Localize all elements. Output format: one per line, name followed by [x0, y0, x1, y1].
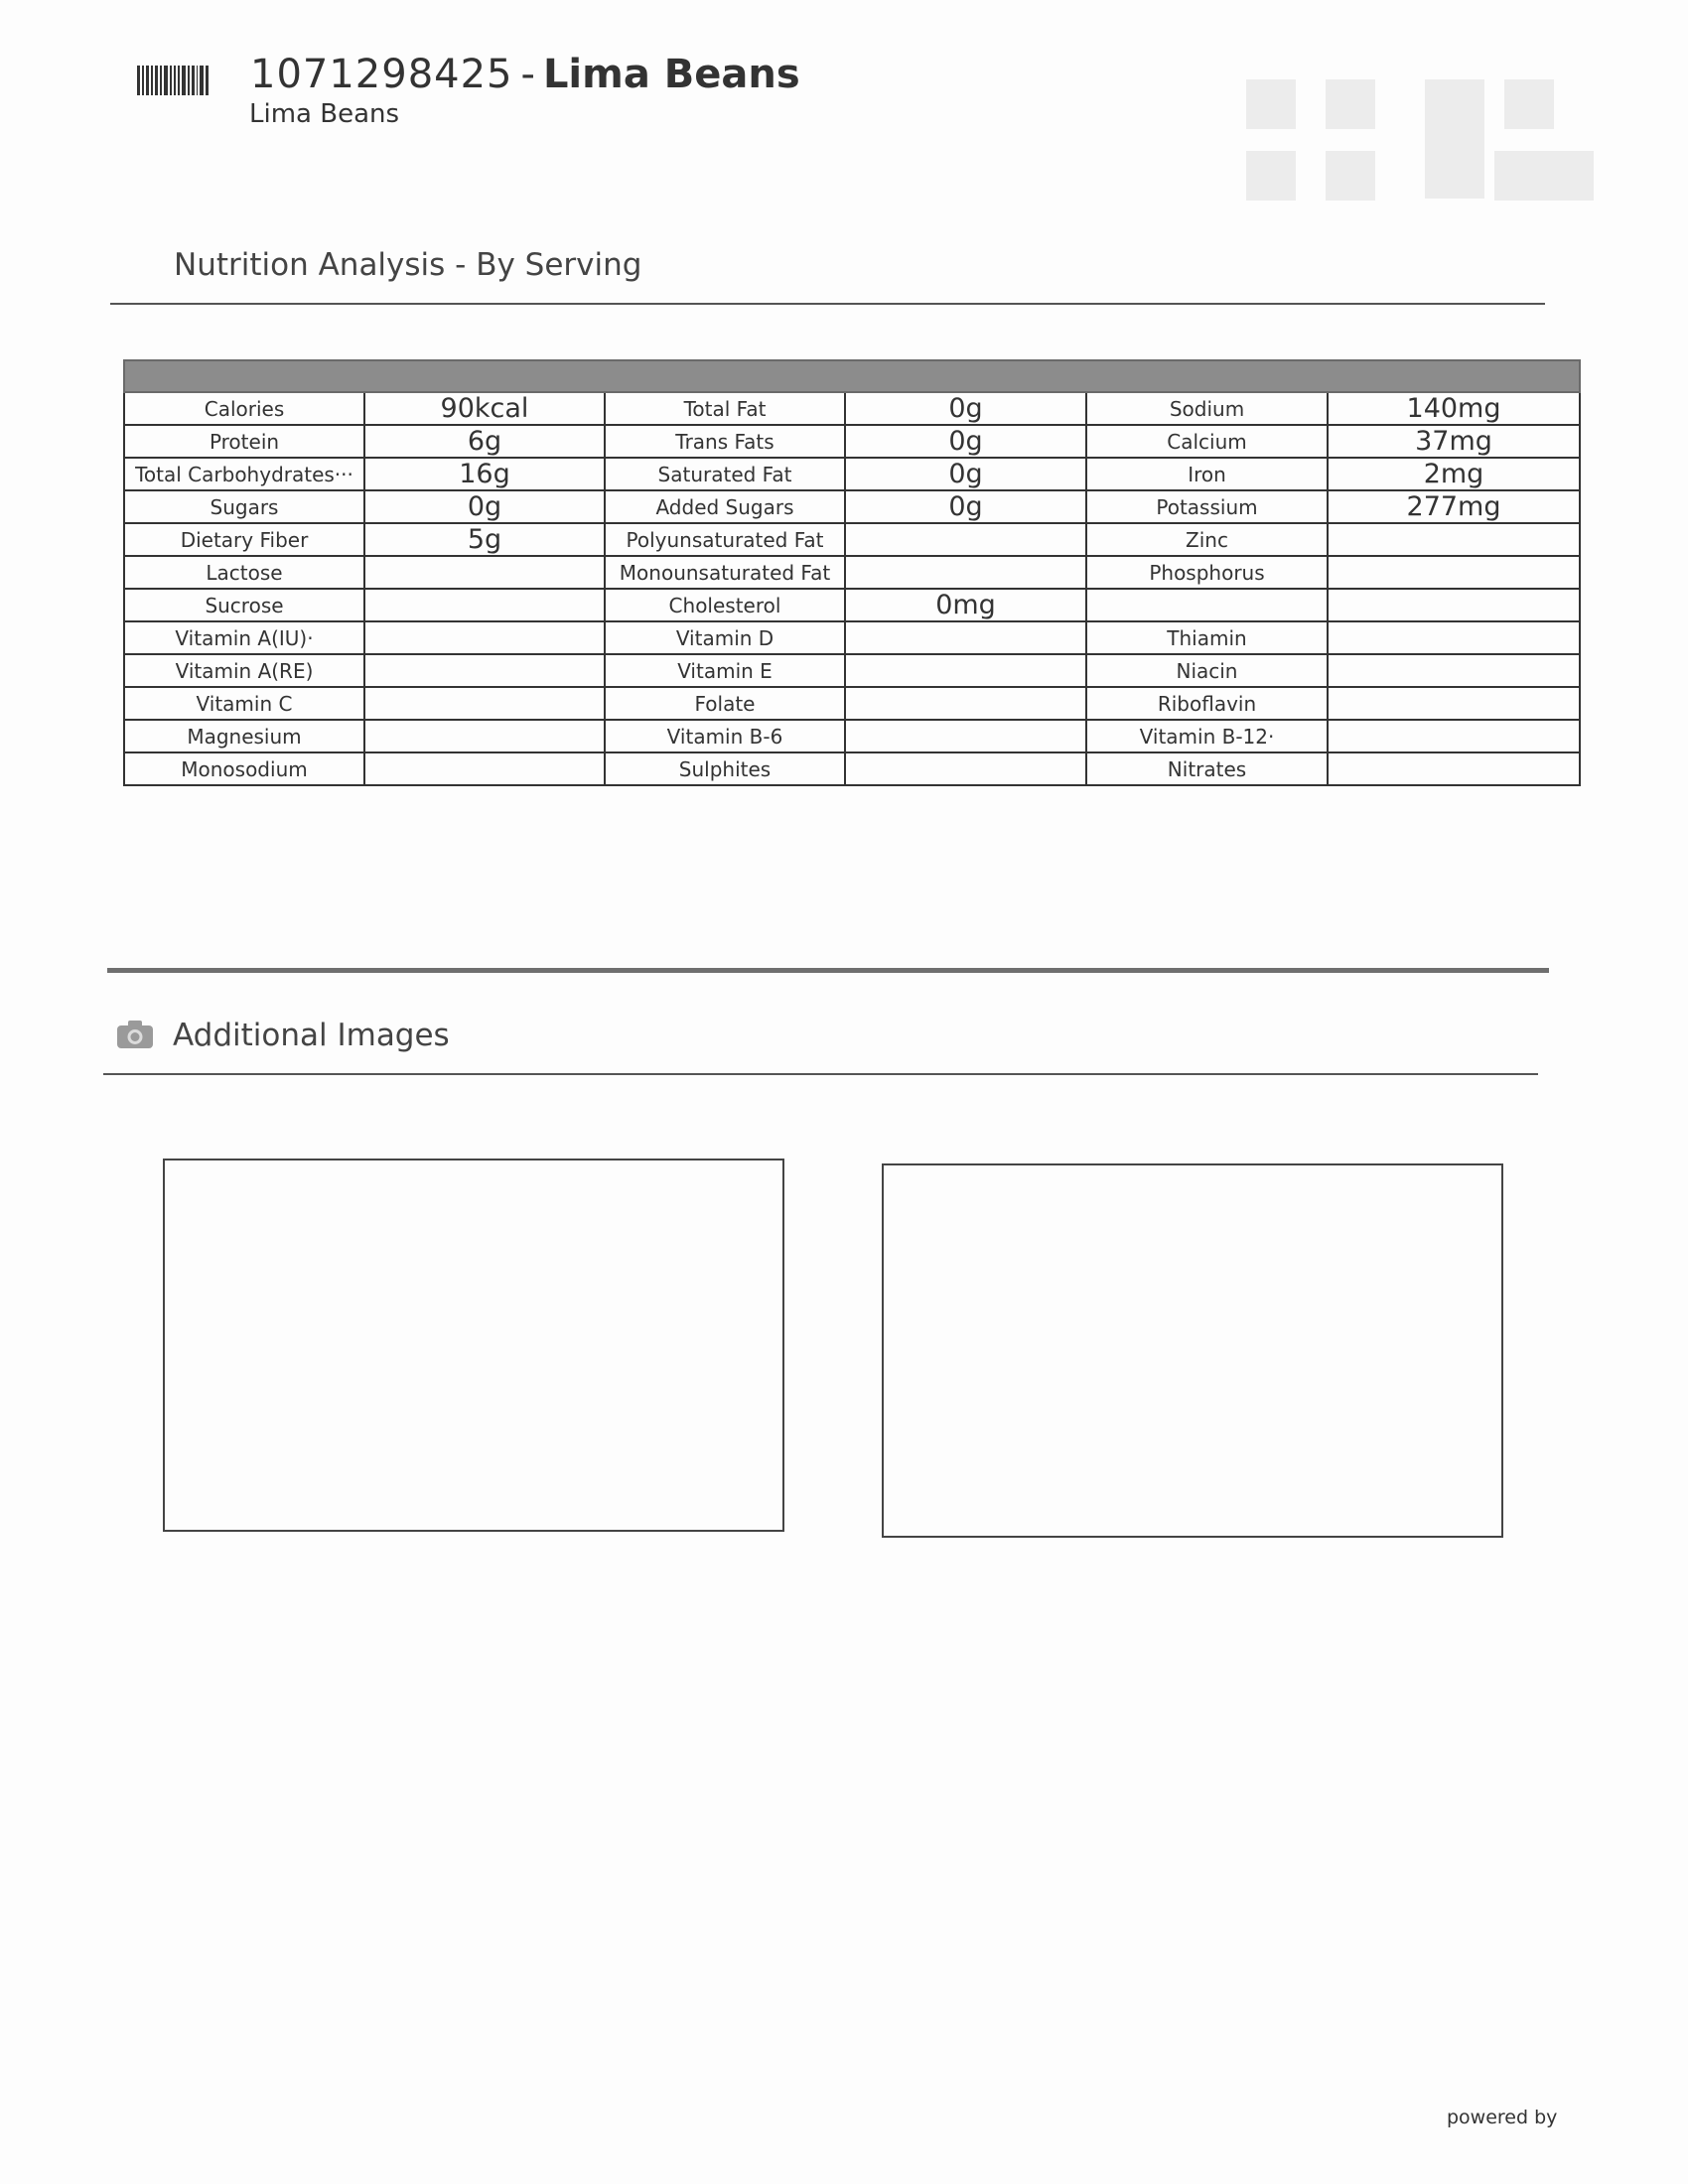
nutrient-label: Vitamin C [124, 687, 364, 720]
camera-icon [116, 1020, 154, 1049]
nutrient-value [1328, 687, 1580, 720]
nutrient-label: Potassium [1086, 490, 1328, 523]
nutrient-label: Protein [124, 425, 364, 458]
nutrient-value [364, 752, 605, 785]
table-row [124, 425, 1580, 458]
nutrient-value [364, 654, 605, 687]
table-row [124, 458, 1580, 490]
powered-by-label: powered by [1447, 2107, 1558, 2128]
nutrient-label: Magnesium [124, 720, 364, 752]
table-row [124, 556, 1580, 589]
table-row [124, 752, 1580, 785]
nutrient-label: Added Sugars [605, 490, 845, 523]
nutrient-value [364, 687, 605, 720]
nutrient-value: 6g [364, 425, 605, 458]
table-row [124, 654, 1580, 687]
images-section-title: Additional Images [173, 1018, 450, 1053]
nutrient-label: Sulphites [605, 752, 845, 785]
table-header-bar [124, 360, 1580, 392]
nutrient-label: Calories [124, 392, 364, 425]
nutrition-section-title: Nutrition Analysis - By Serving [174, 247, 642, 283]
nutrient-label: Calcium [1086, 425, 1328, 458]
nutrient-value [845, 523, 1086, 556]
nutrient-value [845, 687, 1086, 720]
nutrient-value: 0mg [845, 589, 1086, 621]
faded-qr-watermark [1246, 79, 1643, 208]
nutrient-label: Sodium [1086, 392, 1328, 425]
nutrient-value [845, 752, 1086, 785]
nutrient-label: Trans Fats [605, 425, 845, 458]
nutrient-value: 0g [364, 490, 605, 523]
nutrient-label: Vitamin E [605, 654, 845, 687]
image-placeholder-right [882, 1163, 1503, 1538]
nutrient-label: Monosodium [124, 752, 364, 785]
nutrient-value: 16g [364, 458, 605, 490]
nutrient-label: Total Fat [605, 392, 845, 425]
nutrient-label: Cholesterol [605, 589, 845, 621]
product-name: Lima Beans [542, 52, 800, 97]
nutrient-value: 0g [845, 490, 1086, 523]
nutrient-label: Riboflavin [1086, 687, 1328, 720]
nutrient-label: Iron [1086, 458, 1328, 490]
table-row [124, 720, 1580, 752]
barcode-icon [137, 66, 211, 95]
nutrient-label: Saturated Fat [605, 458, 845, 490]
nutrient-label: Vitamin A(IU)· [124, 621, 364, 654]
nutrient-value: 0g [845, 392, 1086, 425]
nutrient-label: Sugars [124, 490, 364, 523]
nutrient-label: Folate [605, 687, 845, 720]
nutrient-value [1328, 556, 1580, 589]
table-row [124, 589, 1580, 621]
nutrient-label: Polyunsaturated Fat [605, 523, 845, 556]
nutrition-table [123, 359, 1581, 786]
nutrient-value [1328, 621, 1580, 654]
nutrient-value: 90kcal [364, 392, 605, 425]
nutrient-value [845, 720, 1086, 752]
image-placeholder-left [163, 1159, 784, 1532]
nutrient-label: Vitamin D [605, 621, 845, 654]
nutrient-label: Lactose [124, 556, 364, 589]
nutrient-value [845, 621, 1086, 654]
nutrient-value: 37mg [1328, 425, 1580, 458]
table-row [124, 490, 1580, 523]
nutrient-label: Phosphorus [1086, 556, 1328, 589]
nutrient-value [364, 589, 605, 621]
nutrient-label: Dietary Fiber [124, 523, 364, 556]
nutrient-label: Monounsaturated Fat [605, 556, 845, 589]
nutrient-value [1328, 654, 1580, 687]
product-subtitle: Lima Beans [249, 99, 400, 129]
nutrient-value: 2mg [1328, 458, 1580, 490]
table-row [124, 392, 1580, 425]
nutrient-label: Total Carbohydrates··· [124, 458, 364, 490]
nutrient-label: Vitamin A(RE) [124, 654, 364, 687]
nutrient-value: 5g [364, 523, 605, 556]
images-title-rule [103, 1073, 1538, 1075]
nutrient-label: Vitamin B-12· [1086, 720, 1328, 752]
nutrition-title-rule [110, 303, 1545, 305]
nutrient-value [845, 654, 1086, 687]
nutrient-label: Nitrates [1086, 752, 1328, 785]
product-title [250, 52, 800, 97]
product-code: 1071298425 [250, 52, 513, 97]
nutrient-label [1086, 589, 1328, 621]
nutrient-value: 0g [845, 458, 1086, 490]
table-row [124, 621, 1580, 654]
nutrient-label: Thiamin [1086, 621, 1328, 654]
nutrient-value [364, 556, 605, 589]
nutrient-label: Niacin [1086, 654, 1328, 687]
nutrient-value: 140mg [1328, 392, 1580, 425]
nutrient-value [1328, 589, 1580, 621]
nutrient-value [1328, 720, 1580, 752]
nutrient-value: 0g [845, 425, 1086, 458]
nutrient-label: Vitamin B-6 [605, 720, 845, 752]
table-row [124, 523, 1580, 556]
nutrient-label: Zinc [1086, 523, 1328, 556]
nutrient-value [364, 621, 605, 654]
table-row [124, 687, 1580, 720]
title-separator: - [520, 52, 535, 97]
nutrient-value [845, 556, 1086, 589]
nutrient-value [1328, 523, 1580, 556]
nutrient-value: 277mg [1328, 490, 1580, 523]
nutrient-label: Sucrose [124, 589, 364, 621]
nutrient-value [1328, 752, 1580, 785]
nutrient-value [364, 720, 605, 752]
section-divider [107, 968, 1549, 973]
